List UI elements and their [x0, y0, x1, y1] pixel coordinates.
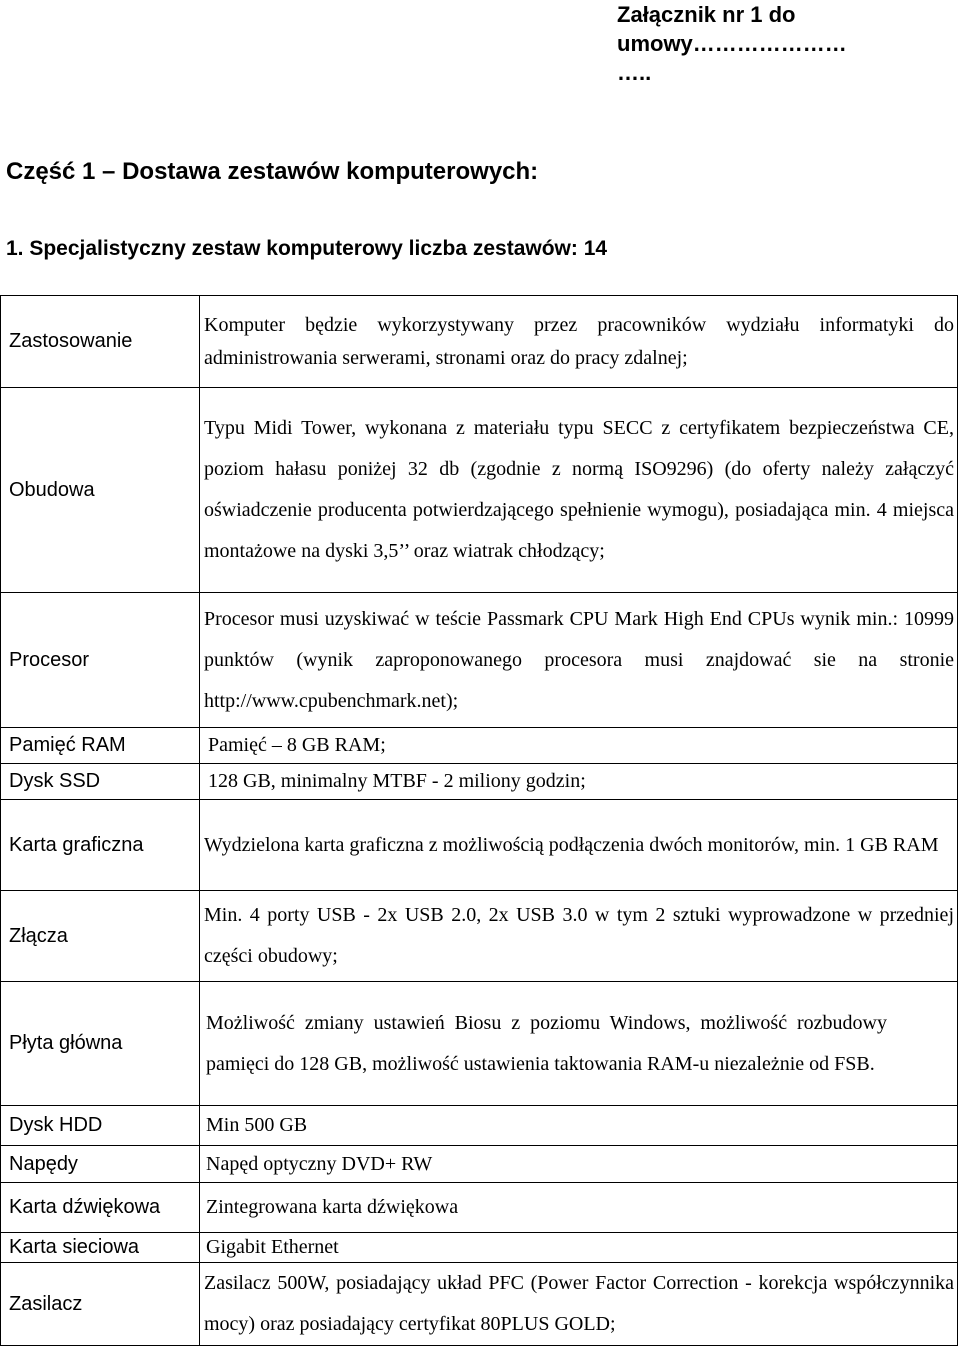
row-value: Typu Midi Tower, wykonana z materiału typu SECC z certyfikatem bezpieczeństwa CE, poziom hałasu poniżej 32 db (zgodnie z normą ISO9296) (do oferty należy załączyć oświadczenie producenta potwierdzającego spełnienie wymogu), posiadająca min. 4 miejsca montażowe na dyski 3,5’’ oraz wiatrak chłodzący;: [200, 388, 958, 593]
specification-table: [0, 295, 958, 1346]
table-row: [1, 800, 958, 891]
row-value: Procesor musi uzyskiwać w teście Passmark CPU Mark High End CPUs wynik min.: 10999 punktów (wynik zaproponowanego procesora musi znajdować sie na stronie http://www.cpubenchmark.net);: [200, 593, 958, 728]
table-row: [1, 1263, 958, 1346]
row-value: Możliwość zmiany ustawień Biosu z poziomu Windows, możliwość rozbudowy pamięci do 128 GB, możliwość ustawienia taktowania RAM-u niezależnie od FSB.: [200, 982, 958, 1106]
table-row: [1, 1146, 958, 1183]
row-value: 128 GB, minimalny MTBF - 2 miliony godzin;: [200, 764, 958, 800]
row-value: Gigabit Ethernet: [200, 1233, 958, 1263]
row-label: Zasilacz: [1, 1263, 200, 1346]
row-label: Pamięć RAM: [1, 728, 200, 764]
row-label: Płyta główna: [1, 982, 200, 1106]
row-label: Dysk SSD: [1, 764, 200, 800]
row-label: Obudowa: [1, 388, 200, 593]
attachment-title-line2: umowy…………………: [617, 31, 847, 56]
table-row: [1, 1233, 958, 1263]
row-label: Zastosowanie: [1, 296, 200, 388]
subsection-title: 1. Specjalistyczny zestaw komputerowy liczba zestawów: 14: [6, 237, 608, 260]
row-value: Min. 4 porty USB - 2x USB 2.0, 2x USB 3.0 w tym 2 sztuki wyprowadzone w przedniej części obudowy;: [200, 891, 958, 982]
attachment-title-line1: Załącznik nr 1 do: [617, 2, 796, 27]
table-row: [1, 1106, 958, 1146]
row-label: Napędy: [1, 1146, 200, 1183]
row-label: Karta sieciowa: [1, 1233, 200, 1263]
row-label: Karta graficzna: [1, 800, 200, 891]
section-title: Część 1 – Dostawa zestawów komputerowych:: [6, 158, 539, 185]
row-value: Zasilacz 500W, posiadający układ PFC (Power Factor Correction - korekcja współczynnika mocy) oraz posiadający certyfikat 80PLUS GOLD;: [200, 1263, 958, 1346]
table-row: [1, 728, 958, 764]
table-row: [1, 891, 958, 982]
row-label: Karta dźwiękowa: [1, 1183, 200, 1233]
row-label: Dysk HDD: [1, 1106, 200, 1146]
table-row: [1, 593, 958, 728]
row-value: Zintegrowana karta dźwiękowa: [200, 1183, 958, 1233]
row-value: Min 500 GB: [200, 1106, 958, 1146]
table-row: [1, 764, 958, 800]
row-value: Wydzielona karta graficzna z możliwością podłączenia dwóch monitorów, min. 1 GB RAM: [200, 800, 958, 891]
attachment-title-line3: …..: [617, 60, 652, 85]
table-row: [1, 1183, 958, 1233]
row-value: Napęd optyczny DVD+ RW: [200, 1146, 958, 1183]
row-value: Komputer będzie wykorzystywany przez pracowników wydziału informatyki do administrowania serwerami, stronami oraz do pracy zdalnej;: [200, 296, 958, 388]
row-value: Pamięć – 8 GB RAM;: [200, 728, 958, 764]
table-row: [1, 982, 958, 1106]
attachment-header: [617, 0, 947, 87]
table-row: [1, 296, 958, 388]
row-label: Złącza: [1, 891, 200, 982]
table-row: [1, 388, 958, 593]
row-label: Procesor: [1, 593, 200, 728]
